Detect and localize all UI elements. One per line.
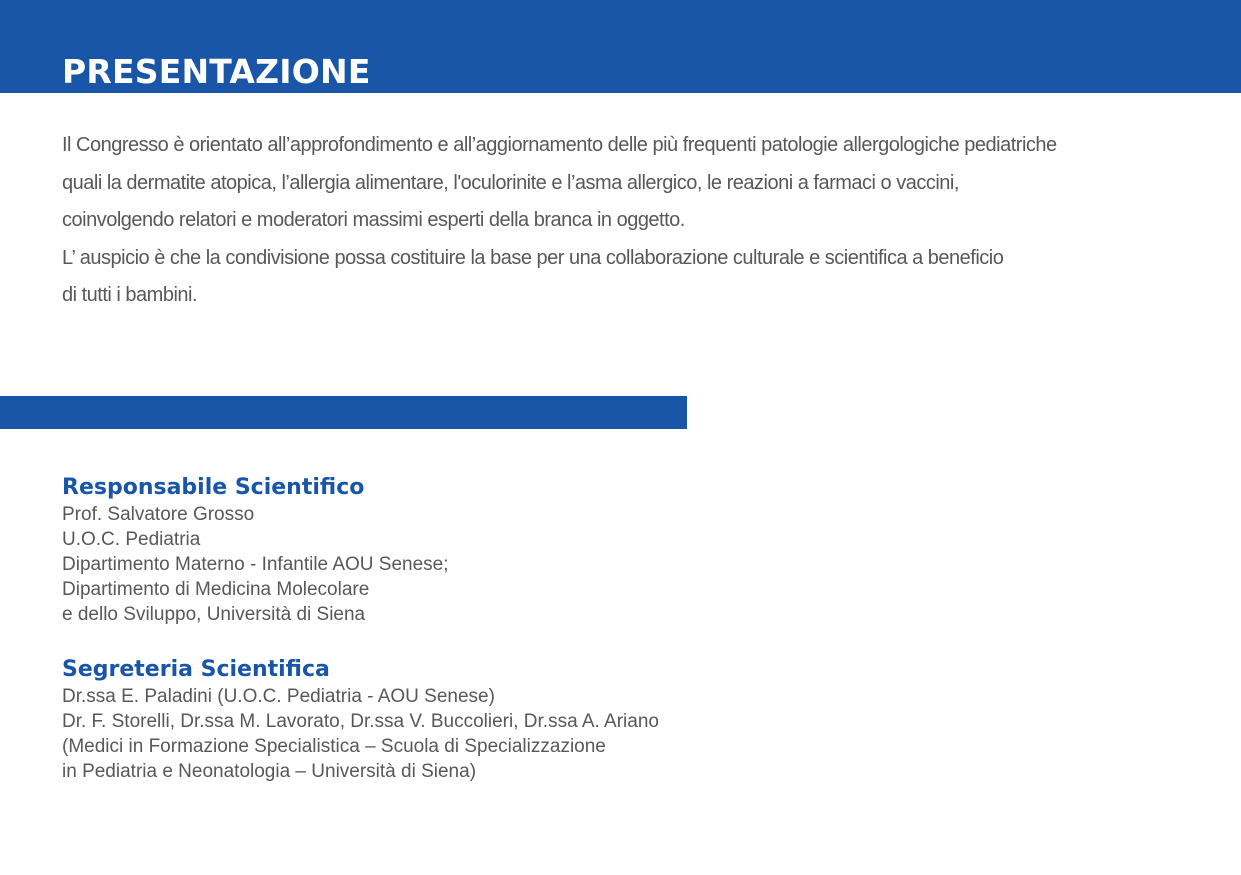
segreteria-heading: Segreteria Scientifica bbox=[62, 657, 330, 682]
intro-line: quali la dermatite atopica, l’allergia alimentare, l'oculorinite e l’asma allergico, le reazioni a farmaci o vaccini, bbox=[62, 171, 959, 194]
responsabile-line: e dello Sviluppo, Università di Siena bbox=[62, 604, 366, 625]
responsabile-section bbox=[62, 474, 449, 627]
intro-line: L’ auspicio è che la condivisione possa costituire la base per una collaborazione culturale e scientifica a beneficio bbox=[62, 246, 1004, 269]
intro-line: di tutti i bambini. bbox=[62, 284, 198, 306]
responsabile-line: U.O.C. Pediatria bbox=[62, 529, 201, 550]
responsabile-line: Dipartimento Materno - Infantile AOU Senese; bbox=[62, 554, 449, 575]
segreteria-line: Dr. F. Storelli, Dr.ssa M. Lavorato, Dr.ssa V. Buccolieri, Dr.ssa A. Ariano bbox=[62, 711, 659, 732]
responsabile-line: Prof. Salvatore Grosso bbox=[62, 504, 255, 525]
responsabile-line: Dipartimento di Medicina Molecolare bbox=[62, 579, 370, 600]
segreteria-line: in Pediatria e Neonatologia – Università di Siena) bbox=[62, 761, 477, 782]
page-title: PRESENTAZIONE bbox=[62, 52, 371, 91]
segreteria-line: (Medici in Formazione Specialistica – Scuola di Specializzazione bbox=[62, 736, 606, 757]
section-divider-band bbox=[0, 396, 687, 429]
responsabile-heading: Responsabile Scientifico bbox=[62, 475, 365, 500]
segreteria-line: Dr.ssa E. Paladini (U.O.C. Pediatria - AOU Senese) bbox=[62, 686, 495, 707]
intro-line: coinvolgendo relatori e moderatori massimi esperti della branca in oggetto. bbox=[62, 209, 685, 231]
segreteria-section bbox=[62, 656, 659, 784]
intro-paragraph bbox=[62, 127, 1202, 315]
intro-line: Il Congresso è orientato all’approfondimento e all’aggiornamento delle più frequenti patologie allergologiche pediatriche bbox=[62, 134, 1057, 156]
